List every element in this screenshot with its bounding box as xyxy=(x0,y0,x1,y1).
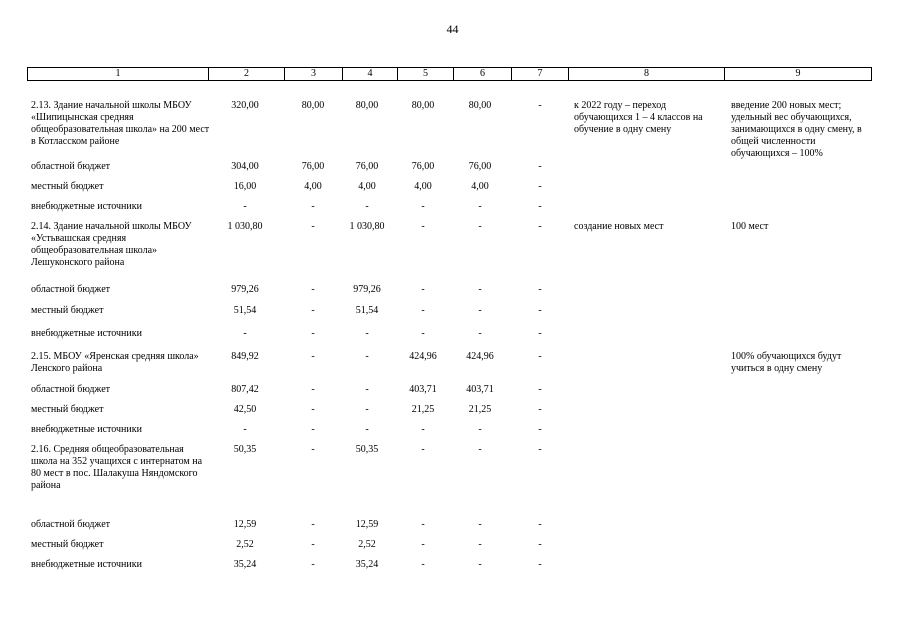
row-value-c2: 42,50 xyxy=(233,404,257,415)
row-value-c6: 4,00 xyxy=(471,181,489,192)
row-value-c6: - xyxy=(478,444,482,455)
row-value-c2: - xyxy=(243,328,247,339)
row-value-c2: 807,42 xyxy=(231,384,259,395)
header-col-7: 7 xyxy=(512,68,569,80)
row-value-c6: - xyxy=(478,328,482,339)
row-value-c6: 21,25 xyxy=(468,404,492,415)
row-value-c7: - xyxy=(538,404,542,415)
row-value-c2: 1 030,80 xyxy=(227,221,263,232)
note-col8-2-13: к 2022 году – переход обучающихся 1 – 4 классов на обучение в одну смену xyxy=(574,100,703,135)
row-value-c5: 80,00 xyxy=(411,100,435,111)
row-value-c2: 2,52 xyxy=(236,539,254,550)
row-value-c3: 4,00 xyxy=(304,181,322,192)
row-value-c2: 979,26 xyxy=(231,284,259,295)
row-value-c6: - xyxy=(478,305,482,316)
row-label: внебюджетные источники xyxy=(31,559,142,570)
row-value-c3: - xyxy=(311,444,315,455)
row-value-c7: - xyxy=(538,221,542,232)
row-value-c5: - xyxy=(421,519,425,530)
row-value-c4: 51,54 xyxy=(355,305,379,316)
row-value-c3: - xyxy=(311,201,315,212)
row-value-c5: 21,25 xyxy=(411,404,435,415)
row-value-c7: - xyxy=(538,444,542,455)
row-value-c5: - xyxy=(421,201,425,212)
row-label: внебюджетные источники xyxy=(31,328,142,339)
row-value-c6: 424,96 xyxy=(466,351,494,362)
row-value-c4: - xyxy=(365,328,369,339)
row-value-c4: 1 030,80 xyxy=(349,221,385,232)
row-label: областной бюджет xyxy=(31,384,111,395)
header-col-8: 8 xyxy=(569,68,725,80)
row-value-c5: - xyxy=(421,284,425,295)
row-value-c3: - xyxy=(311,404,315,415)
row-value-c3: 76,00 xyxy=(301,161,325,172)
note-col8-2-14: создание новых мест xyxy=(574,221,664,232)
row-value-c2: - xyxy=(243,424,247,435)
row-value-c2: 304,00 xyxy=(231,161,259,172)
row-value-c2: 50,35 xyxy=(233,444,257,455)
row-value-c2: 16,00 xyxy=(233,181,257,192)
row-label: 2.16. Средняя общеобразовательная школа на 352 учащихся с интернатом на 80 мест в пос. Шалакуша Няндомского района xyxy=(31,444,203,491)
row-label: областной бюджет xyxy=(31,519,111,530)
page-number: 44 xyxy=(446,22,459,36)
row-label: областной бюджет xyxy=(31,161,111,172)
row-value-c2: 320,00 xyxy=(231,100,259,111)
row-value-c5: 424,96 xyxy=(409,351,437,362)
row-value-c7: - xyxy=(538,201,542,212)
row-value-c2: 51,54 xyxy=(233,305,257,316)
note-col9-2-14: 100 мест xyxy=(731,221,769,232)
header-col-4: 4 xyxy=(343,68,398,80)
row-value-c7: - xyxy=(538,519,542,530)
row-value-c6: 80,00 xyxy=(468,100,492,111)
row-value-c5: - xyxy=(421,559,425,570)
row-value-c2: 12,59 xyxy=(233,519,257,530)
row-value-c5: 403,71 xyxy=(409,384,437,395)
row-label: 2.13. Здание начальной школы МБОУ «Шипицынская средняя общеобразовательная школа» на 200 мест в Котласском районе xyxy=(31,100,210,147)
row-value-c4: 979,26 xyxy=(353,284,381,295)
row-value-c6: - xyxy=(478,221,482,232)
row-value-c3: - xyxy=(311,384,315,395)
row-value-c7: - xyxy=(538,384,542,395)
row-value-c4: 35,24 xyxy=(355,559,379,570)
row-value-c2: 849,92 xyxy=(231,351,259,362)
row-value-c5: - xyxy=(421,539,425,550)
row-value-c6: - xyxy=(478,201,482,212)
row-value-c3: - xyxy=(311,221,315,232)
row-value-c6: - xyxy=(478,284,482,295)
row-value-c7: - xyxy=(538,424,542,435)
row-value-c5: - xyxy=(421,444,425,455)
row-value-c7: - xyxy=(538,161,542,172)
row-value-c4: 50,35 xyxy=(355,444,379,455)
row-value-c5: - xyxy=(421,221,425,232)
row-label: 2.14. Здание начальной школы МБОУ «Устьвашская средняя общеобразовательная школа» Лешуконского района xyxy=(31,221,192,268)
row-value-c6: - xyxy=(478,519,482,530)
row-value-c7: - xyxy=(538,181,542,192)
row-value-c5: 4,00 xyxy=(414,181,432,192)
row-value-c7: - xyxy=(538,305,542,316)
row-value-c3: 80,00 xyxy=(301,100,325,111)
row-label: 2.15. МБОУ «Яренская средняя школа» Ленского района xyxy=(31,351,199,374)
row-value-c4: 2,52 xyxy=(358,539,376,550)
row-value-c3: - xyxy=(311,284,315,295)
table-header xyxy=(27,67,872,81)
row-label: местный бюджет xyxy=(31,539,104,550)
row-value-c3: - xyxy=(311,328,315,339)
row-value-c5: 76,00 xyxy=(411,161,435,172)
row-value-c5: - xyxy=(421,328,425,339)
note-col9-2-15: 100% обучающихся будут учиться в одну смену xyxy=(731,351,842,374)
row-value-c7: - xyxy=(538,328,542,339)
row-value-c7: - xyxy=(538,100,542,111)
row-value-c5: - xyxy=(421,424,425,435)
row-value-c4: 76,00 xyxy=(355,161,379,172)
row-value-c6: - xyxy=(478,424,482,435)
row-value-c4: 80,00 xyxy=(355,100,379,111)
row-value-c7: - xyxy=(538,559,542,570)
header-col-1: 1 xyxy=(28,68,209,80)
row-value-c4: - xyxy=(365,404,369,415)
row-value-c3: - xyxy=(311,519,315,530)
row-value-c2: 35,24 xyxy=(233,559,257,570)
row-value-c4: 12,59 xyxy=(355,519,379,530)
row-label: областной бюджет xyxy=(31,284,111,295)
header-col-5: 5 xyxy=(398,68,454,80)
row-value-c4: - xyxy=(365,351,369,362)
row-value-c3: - xyxy=(311,559,315,570)
note-col9-2-13: введение 200 новых мест; удельный вес обучающихся, занимающихся в одну смену, в общей численности обучающихся – 100% xyxy=(731,100,862,159)
row-value-c4: - xyxy=(365,384,369,395)
row-value-c7: - xyxy=(538,351,542,362)
row-value-c7: - xyxy=(538,539,542,550)
row-value-c3: - xyxy=(311,305,315,316)
row-value-c4: - xyxy=(365,424,369,435)
row-value-c7: - xyxy=(538,284,542,295)
row-value-c6: 403,71 xyxy=(466,384,494,395)
row-label: внебюджетные источники xyxy=(31,424,142,435)
header-col-6: 6 xyxy=(454,68,512,80)
header-col-9: 9 xyxy=(795,68,801,79)
row-value-c6: 76,00 xyxy=(468,161,492,172)
row-value-c3: - xyxy=(311,351,315,362)
row-value-c6: - xyxy=(478,559,482,570)
row-value-c4: 4,00 xyxy=(358,181,376,192)
row-value-c4: - xyxy=(365,201,369,212)
row-value-c5: - xyxy=(421,305,425,316)
row-label: местный бюджет xyxy=(31,404,104,415)
row-value-c2: - xyxy=(243,201,247,212)
row-label: местный бюджет xyxy=(31,181,104,192)
row-value-c6: - xyxy=(478,539,482,550)
row-label: местный бюджет xyxy=(31,305,104,316)
row-value-c3: - xyxy=(311,424,315,435)
header-col-2: 2 xyxy=(209,68,285,80)
header-col-3: 3 xyxy=(285,68,343,80)
row-label: внебюджетные источники xyxy=(31,201,142,212)
row-value-c3: - xyxy=(311,539,315,550)
